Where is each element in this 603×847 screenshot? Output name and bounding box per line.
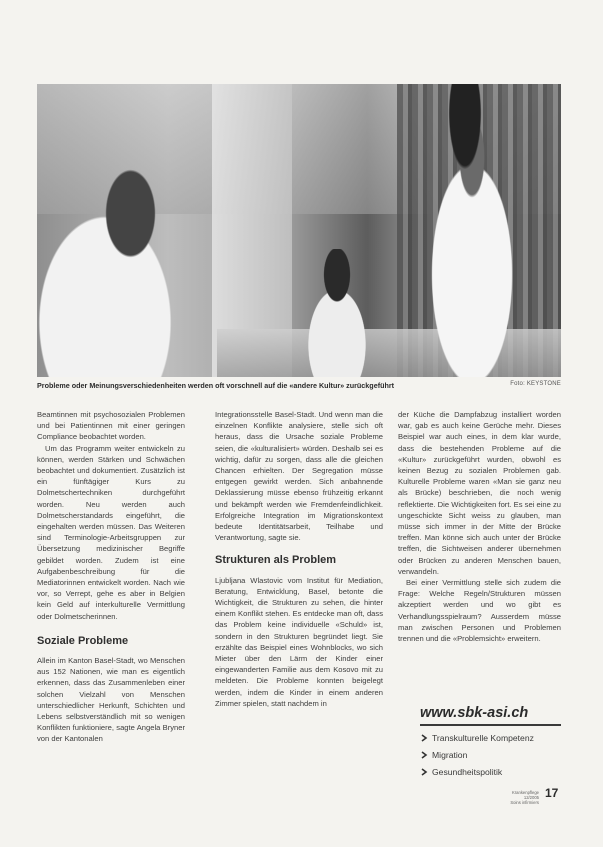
publication-footer [497,790,539,805]
footer-line: Krankenpflege 12/2005 [511,790,539,800]
chevron-right-icon [420,751,428,759]
section-heading: Soziale Probleme [37,634,129,647]
topic-link-label: Migration [432,749,468,760]
topic-link-list [420,730,561,781]
website-link[interactable]: www.sbk-asi.ch [420,705,529,721]
photo-person-left [37,159,207,377]
paragraph: Integrationsstelle Basel-Stadt. Und wenn man die einzelnen Konflikte analysiere, stelle sich oft heraus, dass die Ursache soziale Probleme seien, die «kulturalisiert» würden. Deshalb sei es wichtig, dafür zu sorgen, dass alle die gleichen Chancen erhielten. Der Segregation müsse entgegen gewirkt werden. Sich anbahnende Deklassierung müsse ebenso frühzeitig erkannt und bekämpft werden wie Fremdenfeindlichkeit. Erfolgreiche Integration im Migrationskontext bedeute Identitätsarbeit, Teilhabe und Verantwortung, sagte sie. [215,410,383,543]
article-photo [37,84,561,377]
photo-caption: Probleme oder Meinungsverschiedenheiten werden oft vorschnell auf die «andere Kultur» zurückgeführt [37,381,395,390]
column-3 [398,409,561,644]
paragraph: der Küche die Dampfabzug installiert worden war, gab es auch keine Gerüche mehr. Dieses Beispiel war auch eines, in dem klar wurde, dass die bestehenden Probleme auf die «Kultur» zurückgeführt wurden, obwohl es keinen Bezug zu sozialen Problemen gab. Kulturelle Probleme waren «Man sie ganz neu als Brücke) beschrieben, die noch wenig reflektierte. Die Wichtigkeiten fort. Es sei eine zu ungeschickte Sicht weiss zu glauben, man müsse sich immer in der Mitte der Brücke treffen. Man könne sich auch unter der Brücke treffen, die Sichtweisen anderer übernehmen oder Brücken zu anderen Menschen bauen, verwandeln. [398,410,561,576]
photo-caption-bar [37,381,561,393]
photo-person-right [402,84,542,377]
paragraph: Allein im Kanton Basel-Stadt, wo Menschen aus 152 Nationen, wie man es eigentlich erkennen, dass das Zusammenleben einer solchen Vielzahl von Menschen unterschiedlicher Herkunft, Schichten und Lebens selbstverständlich mit so wenigen Konflikten funktioniere, sagte Angela Bryner von der Kantonalen [37,656,185,744]
chevron-right-icon [420,734,428,742]
paragraph: Beamtinnen mit psychosozialen Problemen und bei Patientinnen mit einer geringen Compliance beobachtet worden. [37,410,185,442]
topic-link[interactable] [420,747,561,764]
topic-link[interactable] [420,730,561,747]
photo-credit: Foto: KEYSTONE [510,381,561,387]
chevron-right-icon [420,768,428,776]
topic-link-label: Gesundheitspolitik [432,766,503,777]
footer-line: Soins infirmiers [510,800,539,805]
topic-link-label: Transkulturelle Kompetenz [432,732,534,743]
paragraph: Um das Programm weiter entwickeln zu können, werden Stärken und Schwächen beobachtet und dokumentiert. Zusätzlich ist ein fünftägiger Kurs zu Dolmetschertechniken durchgeführt worden. Neu werden auch Dolmetscherstandards eingeführt, die eingehalten werden müssen. Das Weiteren sind Terminologie-Arbeitsgruppen zur Übersetzung medizinischer Begriffe gebildet worden. Zudem ist eine Aufgabenbeschreibung für die Mediatorinnen entwickelt worden. Nach wie vor, so Verrept, gehe es aber in Belgien kein Geld auf interkulturelle Vermittlung oder Dolmetscherinnen. [37,443,185,621]
paragraph: Ljubljana Wlastovic vom Institut für Mediation, Beratung, Entwicklung, Basel, betonte die Wichtigkeit, die Strukturen zu sehen, die hinter einem Konflikt stehen. Es entdecke man oft, dass das Problem keine individuelle «Schuld» ist, sondern in den Strukturen begründet liegt. Sie erzählte das Beispiel eines Wohnblocks, wo sich Mieter über den Lärm der Kinder einer eingewanderten Familie aus dem Kosovo mit zu meldeten. Die Probleme konnten beigelegt werden, indem die Kinder in einem anderen Zimmer spielen, statt nachdem in [215,575,383,708]
paragraph: Bei einer Vermittlung stelle sich zudem die Frage: Welche Regeln/Strukturen müssen akzeptiert werden und wo gibt es Verhandlungsspielraum? Ausserdem müsse man zwischen Personen und Problemen trennen und die «Problemsicht» erweitern. [398,578,561,644]
section-heading: Strukturen als Problem [215,554,337,567]
topic-link[interactable] [420,764,561,781]
column-1 [37,409,185,745]
web-links-box [420,705,561,781]
divider [420,724,561,726]
page-number: 17 [545,786,559,800]
photo-person-seated [287,249,387,377]
column-2 [215,409,383,709]
